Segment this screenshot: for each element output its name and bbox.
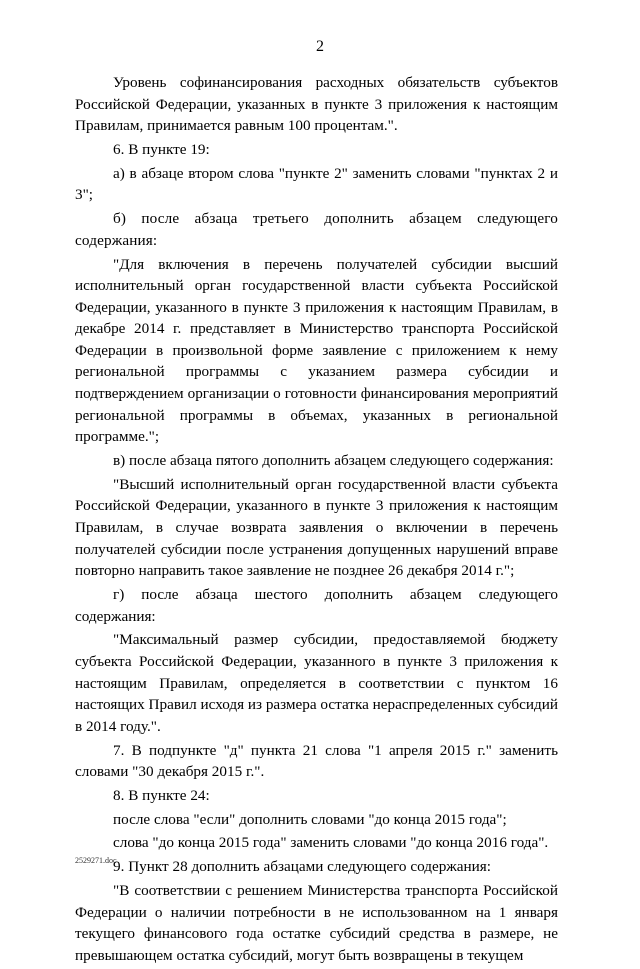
paragraph-item-8-add: после слова "если" дополнить словами "до конца 2015 года"; <box>113 810 507 828</box>
paragraph-max-subsidy: "Максимальный размер субсидии, предоставляемой бюджету субъекта Российской Федерации, указанного в пункте 3 приложения к настоящим Правилам, определяется в соответствии с пунктом 16 настоящих Правил исходя из размера остатка нераспределенных субсидий в 2014 году.". <box>75 631 558 735</box>
page-number: 2 <box>316 38 324 55</box>
footer-document-code: 2529271.doc <box>75 856 117 865</box>
paragraph-item-7: 7. В подпункте "д" пункта 21 слова "1 апреля 2015 г." заменить словами "30 декабря 2015 г.". <box>75 741 558 781</box>
paragraph-item-9: 9. Пункт 28 дополнить абзацами следующего содержания: <box>113 858 491 876</box>
paragraph-subitem-g: г) после абзаца шестого дополнить абзацем следующего содержания: <box>75 585 558 625</box>
paragraph-item-6: 6. В пункте 19: <box>113 140 210 158</box>
paragraph-item-8: 8. В пункте 24: <box>113 786 210 804</box>
paragraph-cofinancing-level: Уровень софинансирования расходных обязательств субъектов Российской Федерации, указанных в пункте 3 приложения к настоящим Правилам, принимается равным 100 процентам.". <box>75 74 558 135</box>
paragraph-subitem-a: а) в абзаце втором слова "пункте 2" заменить словами "пунктах 2 и 3"; <box>75 164 558 204</box>
paragraph-subitem-b: б) после абзаца третьего дополнить абзацем следующего содержания: <box>75 210 558 249</box>
document-body <box>75 72 558 969</box>
paragraph-subitem-v: в) после абзаца пятого дополнить абзацем следующего содержания: <box>113 452 554 470</box>
paragraph-inclusion-application: "Для включения в перечень получателей субсидии высший исполнительный орган государственной власти субъекта Российской Федерации, указанного в пункте 3 приложения к настоящим Правилам, в декабре 2014 г. представляет в Министерство транспорта Российской Федерации в произвольной форме заявление с приложением к нему региональной программы с указанием размера субсидии и подтверждением организации о готовности финансирования мероприятий региональной программы в объемах, указанных в региональной программе."; <box>75 255 558 446</box>
paragraph-item-8-replace: слова "до конца 2015 года" заменить словами "до конца 2016 года". <box>113 834 549 852</box>
paragraph-remaining-subsidies: "В соответствии с решением Министерства транспорта Российской Федерации о наличии потребности в не использованном на 1 января текущего финансового года остатке субсидий средства в размере, не превышающем остатка субсидий, могут быть возвращены в текущем <box>75 882 558 964</box>
paragraph-resubmission: "Высший исполнительный орган государственной власти субъекта Российской Федерации, указанного в пункте 3 приложения к настоящим Правилам, в случае возврата заявления о включении в перечень получателей субсидии после устранения допущенных нарушений вправе повторно направить такое заявление не позднее 26 декабря 2014 г."; <box>75 475 558 580</box>
